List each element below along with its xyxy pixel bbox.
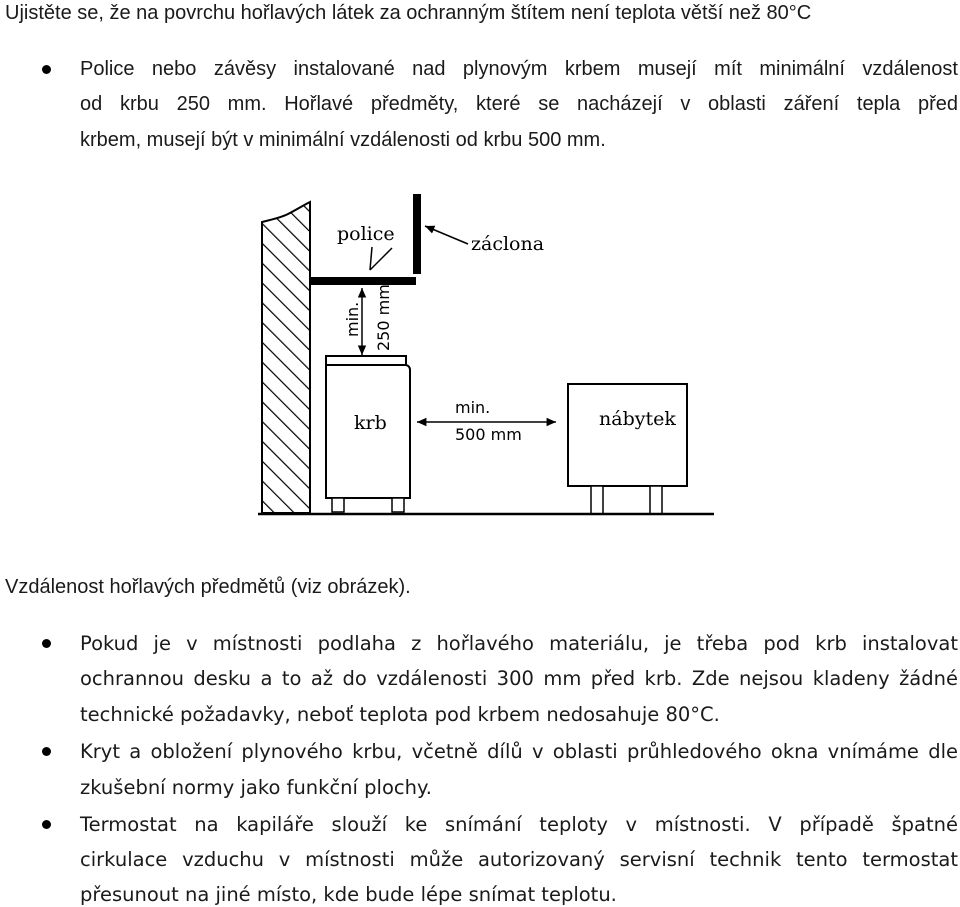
- police-leader: [370, 247, 372, 270]
- fireplace-clearance-diagram: [0, 180, 960, 540]
- bullet-dot: [42, 747, 51, 756]
- label-krb: krb: [354, 412, 387, 434]
- furniture-leg: [650, 486, 662, 514]
- label-500mm: 500 mm: [455, 425, 522, 444]
- bullet4-line: přesunout na jiné místo, kde bude lépe snímat teplotu.: [80, 883, 617, 906]
- bullet3-line: Kryt a obložení plynového krbu, včetně dílů v oblasti průhledového okna vnímáme dle: [80, 740, 958, 763]
- bullet2-line: technické požadavky, neboť teplota pod krbem nedosahuje 80°C.: [80, 703, 720, 726]
- bullet4-line: cirkulace vzduchu v místnosti může autorizovaný servisní technik tento termostat: [80, 848, 958, 871]
- fireplace-foot: [392, 498, 404, 512]
- bullet-dot: [42, 639, 51, 648]
- zaclona-leader: [425, 226, 468, 244]
- label-nabytek: nábytek: [599, 408, 676, 430]
- hatched-wall: [262, 202, 310, 513]
- bullet2-line: ochrannou desku a to až do vzdálenosti 300 mm před krb. Zde nejsou kladeny žádné: [80, 667, 958, 690]
- bullet1-line: od krbu 250 mm. Hořlavé předměty, které se nacházejí v oblasti záření tepla před: [80, 93, 958, 115]
- label-250mm: 250 mm: [374, 284, 393, 351]
- bullet1-line: krbem, musejí být v minimální vzdálenosti od krbu 500 mm.: [80, 129, 606, 151]
- label-min-vertical: min.: [343, 301, 362, 337]
- bullet2-line: Pokud je v místnosti podlaha z hořlavého materiálu, je třeba pod krb instalovat: [80, 632, 958, 655]
- heading-text: Ujistěte se, že na povrchu hořlavých látek za ochranným štítem není teplota větší než 80°C: [5, 2, 812, 24]
- bullet3-line: zkušební normy jako funkční plochy.: [80, 776, 432, 799]
- curtain: [413, 194, 421, 274]
- police-leader-tick: [370, 248, 392, 270]
- bullet4-line: Termostat na kapiláře slouží ke snímání teploty v místnosti. V případě špatné: [80, 813, 958, 836]
- label-min-horizontal: min.: [455, 398, 491, 417]
- furniture-leg: [591, 486, 603, 514]
- diagram-caption: Vzdálenost hořlavých předmětů (viz obrázek).: [5, 576, 411, 598]
- bullet-dot: [42, 820, 51, 829]
- shelf: [310, 277, 416, 285]
- label-zaclona: záclona: [471, 233, 545, 255]
- furniture-body: [568, 384, 687, 486]
- bullet1-line: Police nebo závěsy instalované nad plynovým krbem musejí mít minimální vzdálenost: [80, 58, 958, 80]
- label-police: police: [337, 223, 395, 245]
- bullet-dot: [42, 65, 51, 74]
- fireplace-foot: [332, 498, 344, 512]
